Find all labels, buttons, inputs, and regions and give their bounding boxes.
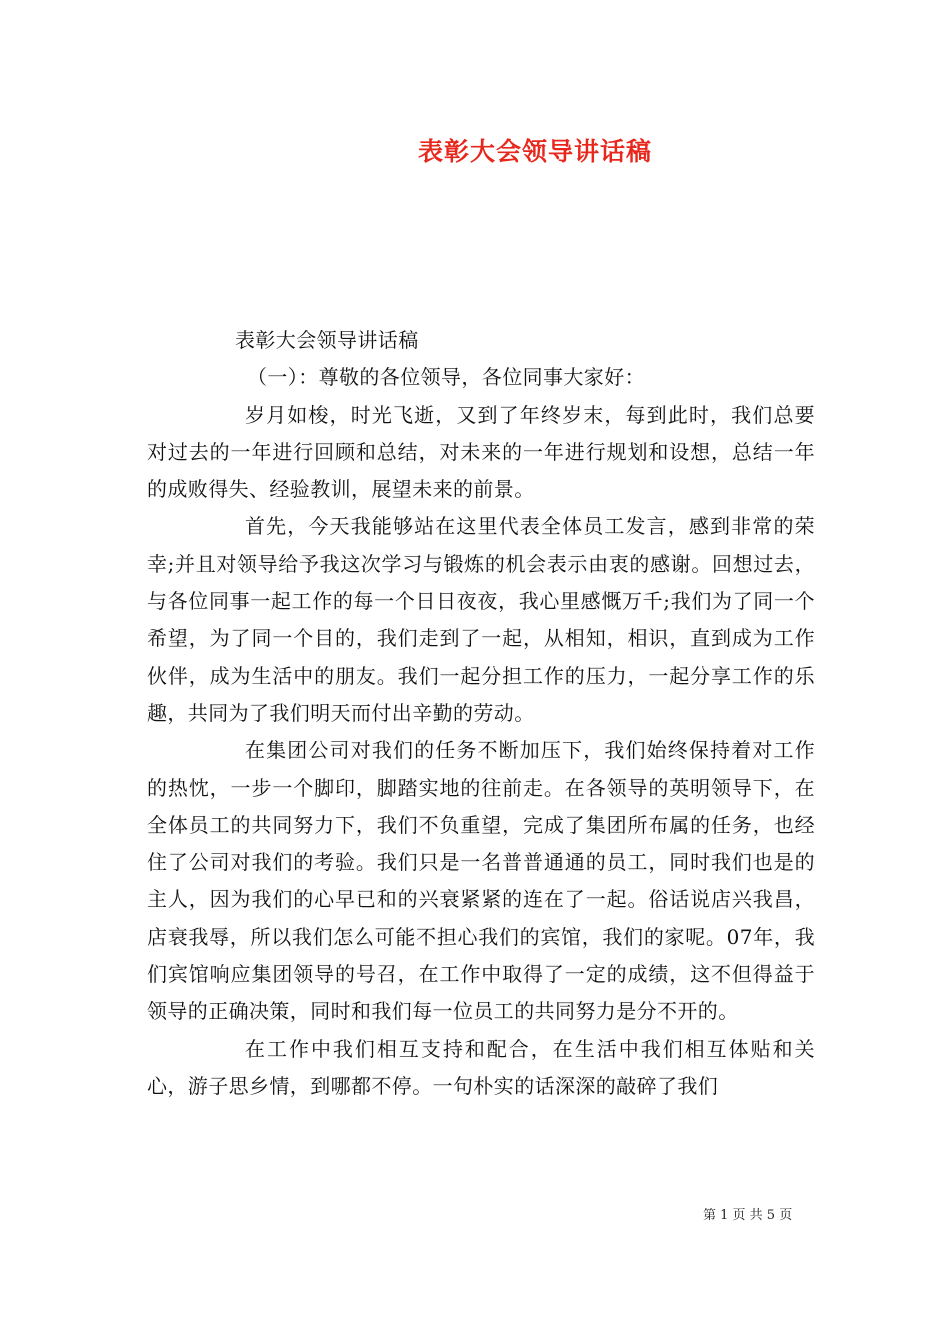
page-number-footer: 第 1 页 共 5 页 bbox=[703, 1208, 793, 1223]
document-body bbox=[147, 322, 815, 1105]
paragraph-2: 首先，今天我能够站在这里代表全体员工发言，感到非常的荣幸;并且对领导给予我这次学习与锻炼的机会表示由衷的感谢。回想过去，与各位同事一起工作的每一个日日夜夜，我心里感慨万千;我们为了同一个希望，为了同一个目的，我们走到了一起，从相知，相识，直到成为工作伙伴，成为生活中的朋友。我们一起分担工作的压力，一起分享工作的乐趣，共同为了我们明天而付出辛勤的劳动。 bbox=[147, 514, 815, 725]
paragraph-3: 在集团公司对我们的任务不断加压下，我们始终保持着对工作的热忱，一步一个脚印，脚踏实地的往前走。在各领导的英明领导下，在全体员工的共同努力下，我们不负重望，完成了集团所布属的任务，也经住了公司对我们的考验。我们只是一名普普通通的员工，同时我们也是的主人，因为我们的心早已和的兴衰紧紧的连在了一起。俗话说店兴我昌，店衰我辱，所以我们怎么可能不担心我们的宾馆，我们的家呢。07年，我们宾馆响应集团领导的号召，在工作中取得了一定的成绩，这不但得益于领导的正确决策，同时和我们每一位员工的共同努力是分不开的。 bbox=[147, 738, 815, 1024]
greeting-line: （一）：尊敬的各位领导，各位同事大家好： bbox=[247, 365, 645, 390]
paragraph-4: 在工作中我们相互支持和配合，在生活中我们相互体贴和关心，游子思乡情，到哪都不停。一句朴实的话深深的敲碎了我们 bbox=[147, 1036, 815, 1098]
document-title: 表彰大会领导讲话稿 bbox=[417, 137, 652, 166]
paragraph-1: 岁月如梭，时光飞逝，又到了年终岁末，每到此时，我们总要对过去的一年进行回顾和总结，对未来的一年进行规划和设想，总结一年的成败得失、经验教训，展望未来的前景。 bbox=[147, 402, 815, 502]
document-subtitle: 表彰大会领导讲话稿 bbox=[235, 328, 419, 352]
